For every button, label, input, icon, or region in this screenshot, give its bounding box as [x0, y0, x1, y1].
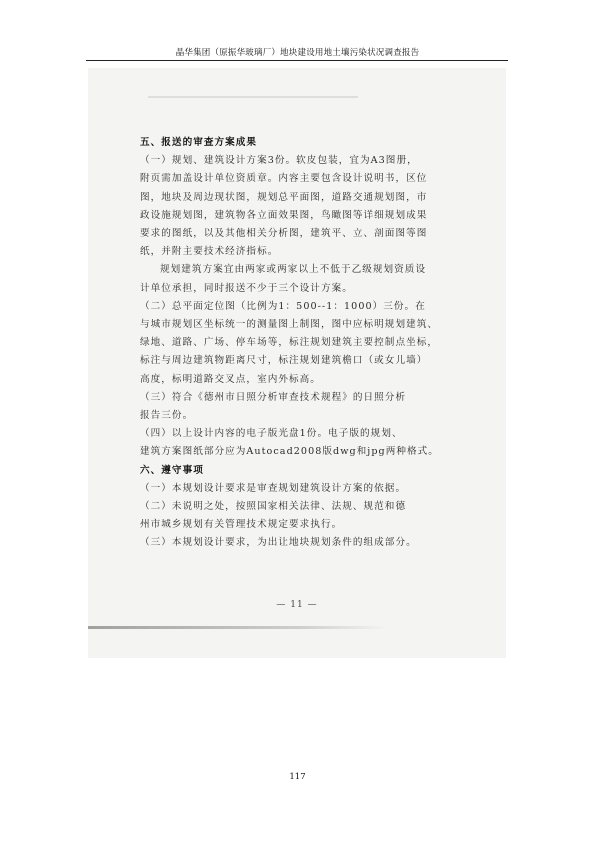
scanned-page-number: — 11 — [276, 600, 318, 610]
paragraph-line: （四）以上设计内容的电子版光盘1份。电子版的规划、 [140, 428, 403, 440]
page-number: 117 [289, 772, 306, 782]
paragraph-line: 标注与周边建筑物距离尺寸，标注规划建筑檐口（或女儿墙） [140, 355, 428, 367]
scanned-page-image [88, 68, 506, 658]
paragraph-line: （一）本规划设计要求是审查规划建筑设计方案的依据。 [140, 482, 407, 494]
paragraph-line: 报告三份。 [140, 410, 194, 422]
paragraph-line: （三）符合《德州市日照分析审查技术规程》的日照分析 [140, 391, 407, 403]
paragraph-line: 图，地块及周边现状图，规划总平面图，道路交通规划图，市 [140, 191, 428, 203]
paragraph-line: 计单位承担，同时报送不少于三个设计方案。 [140, 282, 353, 294]
paragraph-line: 要求的图纸，以及其他相关分析图，建筑平、立、剖面图等图 [140, 228, 428, 240]
paragraph-line: （二）未说明之处，按照国家相关法律、法规、规范和德 [140, 501, 407, 513]
running-header: 晶华集团（原振华玻璃厂）地块建设用地土壤污染状况调查报告 [175, 48, 420, 58]
scanned-text-block [140, 134, 460, 553]
paragraph-line: 政设施规划图，建筑物各立面效果图，鸟瞰图等详细规划成果 [140, 209, 428, 221]
section-heading-6: 六、遵守事项 [140, 464, 204, 476]
header-rule [86, 60, 508, 61]
paragraph-line: 与城市规划区坐标统一的测量图上制图，图中应标明规划建筑、 [140, 319, 439, 331]
paragraph-line: 建筑方案图纸部分应为Autocad2008版dwg和jpg两种格式。 [140, 446, 439, 458]
scan-bottom-smudge [88, 626, 388, 629]
scan-top-smudge [148, 96, 358, 98]
paragraph-line: （一）规划、建筑设计方案3份。软皮包装，宜为A3图册， [140, 155, 418, 167]
paragraph-line: 规划建筑方案宜由两家或两家以上不低于乙级规划资质设 [160, 264, 427, 276]
paragraph-line: （二）总平面定位图（比例为1：500--1：1000）三份。在 [140, 300, 426, 312]
section-heading-5: 五、报送的审查方案成果 [140, 137, 258, 148]
paragraph-line: 高度，标明道路交叉点，室内外标高。 [140, 373, 321, 385]
paragraph-line: （三）本规划设计要求，为出让地块规划条件的组成部分。 [140, 537, 417, 549]
paragraph-line: 州市城乡规划有关管理技术规定要求执行。 [140, 519, 343, 531]
paragraph-line: 纸，并附主要技术经济指标。 [140, 246, 279, 258]
paragraph-line: 绿地、道路、广场、停车场等，标注规划建筑主要控制点坐标， [140, 337, 439, 349]
paragraph-line: 附页需加盖设计单位资质章。内容主要包含设计说明书，区位 [140, 173, 428, 185]
